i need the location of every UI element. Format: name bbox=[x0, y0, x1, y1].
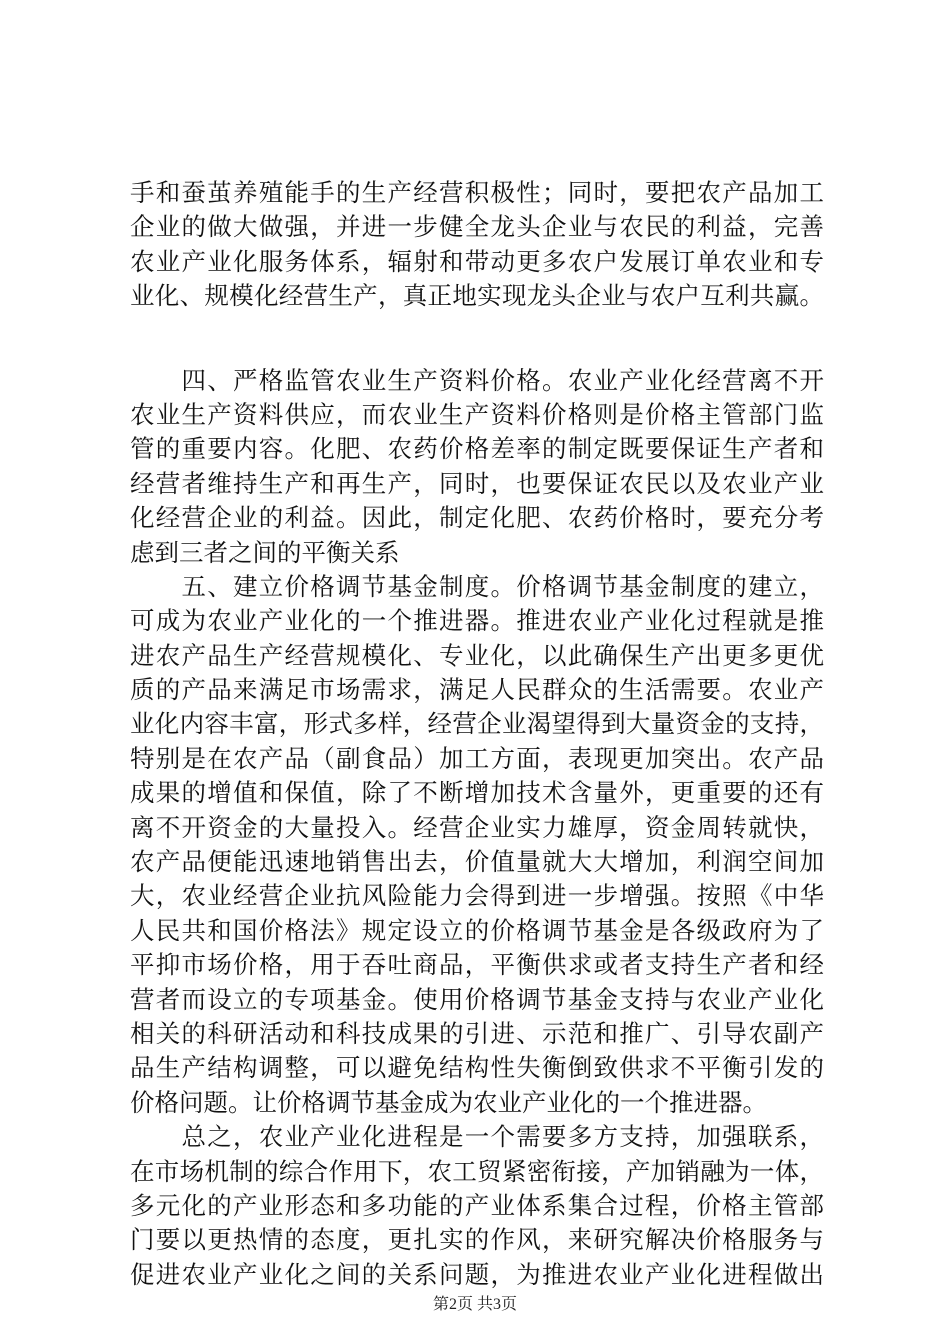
text-line: 多元化的产业形态和多功能的产业体系集合过程，价格主管部 bbox=[130, 1190, 824, 1220]
page-number-footer: 第2页 共3页 bbox=[432, 1296, 517, 1313]
text-line: 人民共和国价格法》规定设立的价格调节基金是各级政府为了 bbox=[130, 915, 824, 945]
text-line: 离不开资金的大量投入。经营企业实力雄厚，资金周转就快， bbox=[130, 812, 824, 842]
document-body bbox=[130, 176, 824, 1292]
text-line: 总之，农业产业化进程是一个需要多方支持，加强联系， bbox=[130, 1122, 824, 1152]
section-five bbox=[130, 570, 824, 1120]
text-line: 质的产品来满足市场需求，满足人民群众的生活需要。农业产 bbox=[130, 675, 824, 705]
text-line: 业化内容丰富，形式多样，经营企业渴望得到大量资金的支持， bbox=[130, 709, 824, 739]
text-line: 促进农业产业化之间的关系问题，为推进农业产业化进程做出 bbox=[130, 1259, 824, 1289]
text-line: 相关的科研活动和科技成果的引进、示范和推广、引导农副产 bbox=[130, 1018, 824, 1048]
text-line: 农业产业化服务体系，辐射和带动更多农户发展订单农业和专 bbox=[130, 246, 824, 276]
text-line: 进农产品生产经营规模化、专业化，以此确保生产出更多更优 bbox=[130, 640, 824, 670]
text-line: 品生产结构调整，可以避免结构性失衡倒致供求不平衡引发的 bbox=[130, 1053, 824, 1083]
text-line: 平抑市场价格，用于吞吐商品，平衡供求或者支持生产者和经 bbox=[130, 950, 824, 980]
text-line: 可成为农业产业化的一个推进器。推进农业产业化过程就是推 bbox=[130, 606, 824, 636]
text-line: 四、严格监管农业生产资料价格。农业产业化经营离不开 bbox=[130, 365, 824, 395]
section-four bbox=[130, 364, 824, 570]
text-line: 业化、规模化经营生产，真正地实现龙头企业与农户互利共赢。 bbox=[130, 281, 824, 311]
text-line: 大，农业经营企业抗风险能力会得到进一步增强。按照《中华 bbox=[130, 881, 824, 911]
text-line: 化经营企业的利益。因此，制定化肥、农药价格时，要充分考 bbox=[130, 503, 824, 533]
text-line: 门要以更热情的态度，更扎实的作风，来研究解决价格服务与 bbox=[130, 1225, 824, 1255]
conclusion bbox=[130, 1120, 824, 1292]
text-line: 企业的做大做强，并进一步健全龙头企业与农民的利益，完善 bbox=[130, 212, 824, 242]
text-line: 虑到三者之间的平衡关系 bbox=[130, 537, 400, 567]
text-line: 价格问题。让价格调节基金成为农业产业化的一个推进器。 bbox=[130, 1087, 767, 1117]
text-line: 农业生产资料供应，而农业生产资料价格则是价格主管部门监 bbox=[130, 399, 824, 429]
text-line: 营者而设立的专项基金。使用价格调节基金支持与农业产业化 bbox=[130, 984, 824, 1014]
text-line: 在市场机制的综合作用下，农工贸紧密衔接，产加销融为一体， bbox=[130, 1156, 824, 1186]
text-line: 手和蚕茧养殖能手的生产经营积极性；同时，要把农产品加工 bbox=[130, 178, 824, 207]
text-line: 五、建立价格调节基金制度。价格调节基金制度的建立， bbox=[130, 571, 824, 601]
paragraph-continued bbox=[130, 176, 824, 314]
paragraph-spacer bbox=[130, 314, 824, 364]
text-line: 经营者维持生产和再生产，同时，也要保证农民以及农业产业 bbox=[130, 468, 824, 498]
text-line: 农产品便能迅速地销售出去，价值量就大大增加，利润空间加 bbox=[130, 847, 824, 877]
text-line: 成果的增值和保值，除了不断增加技术含量外，更重要的还有 bbox=[130, 778, 824, 808]
text-line: 特别是在农产品（副食品）加工方面，表现更加突出。农产品 bbox=[130, 743, 824, 773]
text-line: 管的重要内容。化肥、农药价格差率的制定既要保证生产者和 bbox=[130, 434, 824, 464]
